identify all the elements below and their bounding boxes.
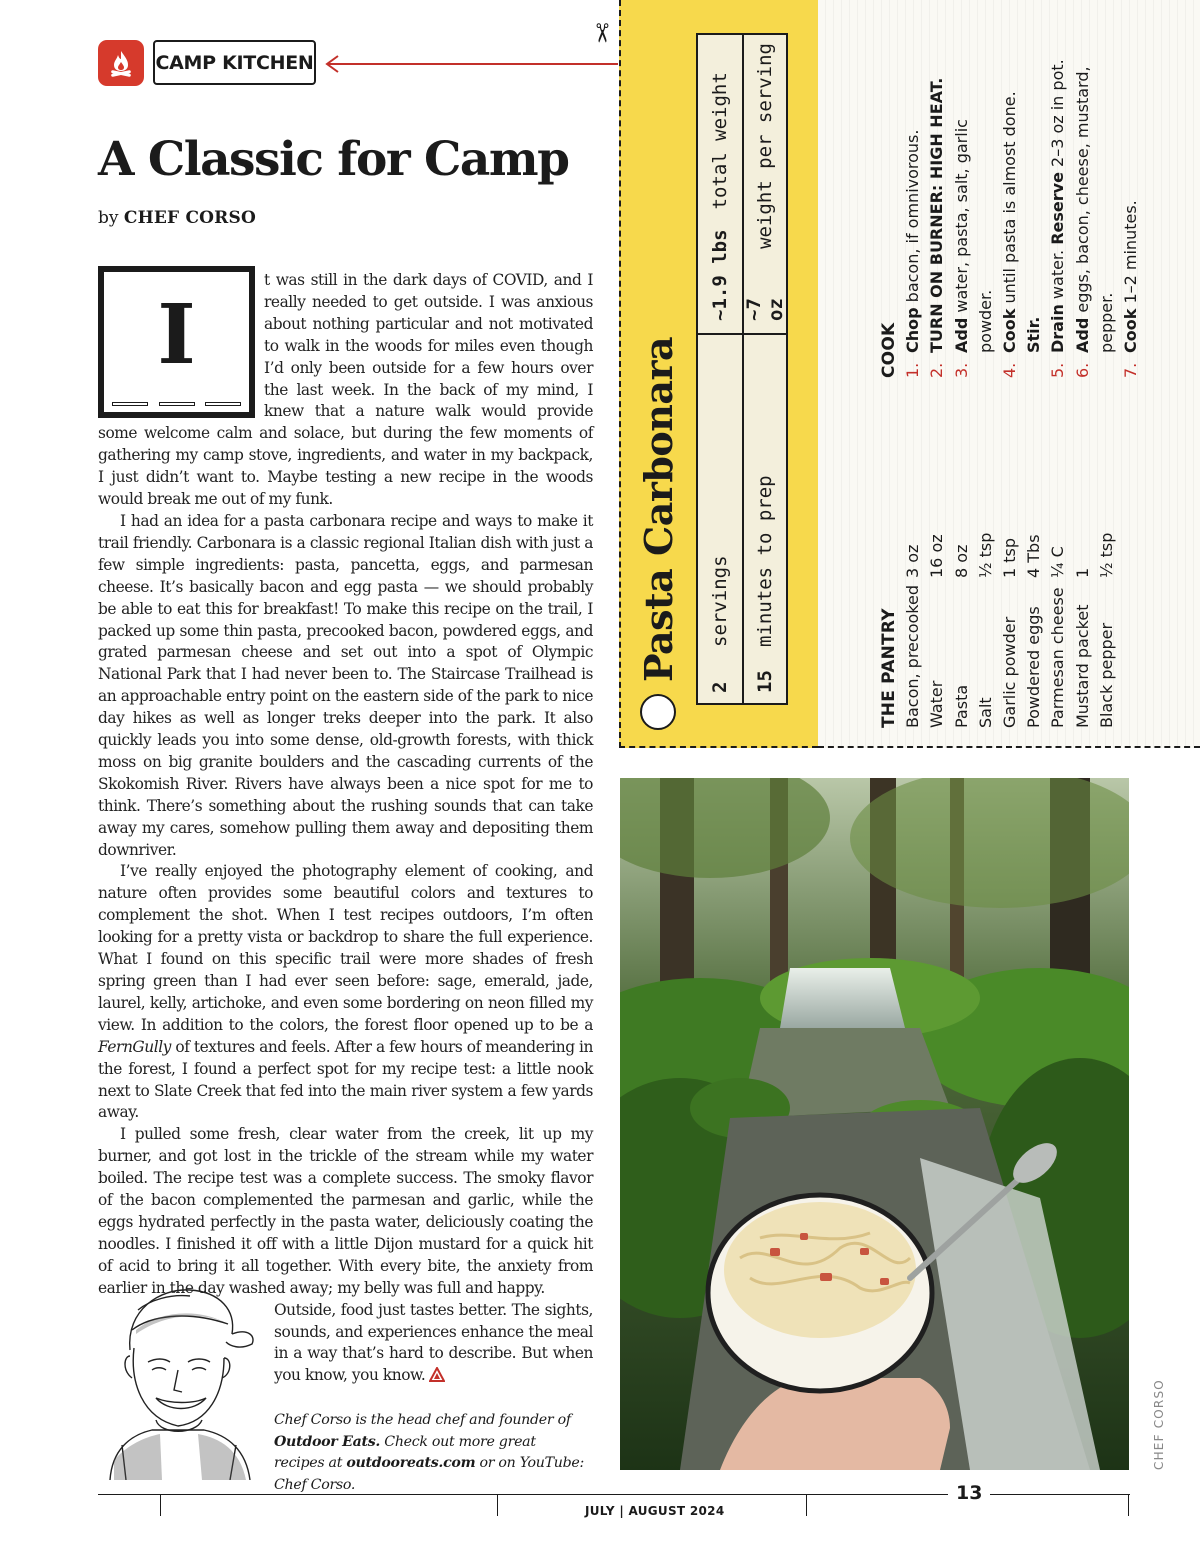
- photo-credit: CHEF CORSO: [1152, 1379, 1166, 1470]
- dropcap-letter: I: [157, 287, 196, 383]
- author-name: CHEF CORSO: [123, 208, 256, 228]
- cook-heading: COOK: [879, 322, 899, 378]
- pantry-item: Powdered eggs 4 Tbs: [1024, 534, 1044, 728]
- paragraph-4: I pulled some fresh, clear water from the creek, lit up my burner, and got lost in the trickle of the stream while my water boiled. The recipe test was a complete success. The smoky flavor of the bacon complemented the parmesan and garlic, while the eggs hydrated perfectly in the pasta water, deliciously coating the noodles. I finished it off with a little Dijon mustard for a quick hit of acid to bring it all together. With every bite, the anxiety from earlier in the day washed away; my belly was full and happy.: [98, 1125, 593, 1297]
- cook-step: 1. Chop bacon, if omnivorous.: [903, 129, 923, 378]
- total-weight-value: ~1.9 lbs: [709, 229, 731, 321]
- recipe-stats-table: [696, 33, 788, 705]
- brand-name: Outdoor Eats.: [274, 1433, 381, 1450]
- recipe-title-row: [628, 290, 688, 730]
- paragraph-2: I had an idea for a pasta carbonara recipe and ways to make it trail friendly. Carbonara is a classic regional Italian dish with just a few simple ingredients: pasta, pancetta, eggs, and parmesan cheese. It’s basically bacon and egg pasta — we should probably be able to eat this for breakfast! To make this recipe on the trail, I packed up some thin pasta, precooked bacon, powdered eggs, and grated parmesan cheese and set out into a spot of Olympic National Park that I had never been to. The Staircase Trailhead is an approachable entry point on the eastern side of the park to nice day hikes as well as longer treks deeper into the park. It also quickly leads you into some dense, old-growth forests, with thick moss on big granite boulders and the cascading currents of the Skokomish River. Rivers have always been a nice spot for me to think. There’s something about the rushing sounds that can take away my cares, somehow pulling them away and depositing them downriver.: [98, 511, 593, 859]
- section-label: CAMP KITCHEN: [153, 40, 316, 85]
- cook-step: 2. TURN ON BURNER: HIGH HEAT.: [927, 77, 947, 378]
- end-mark-icon: [429, 1367, 445, 1382]
- serving-weight-value: ~7 oz: [743, 298, 787, 321]
- serving-weight-label: weight per serving: [754, 43, 776, 249]
- author-bio: Chef Corso is the head chef and founder of Outdoor Eats. Check out more great recipes at outdooreats.com or on YouTube: Chef Corso.: [274, 1412, 584, 1493]
- issue-date: JULY | AUGUST 2024: [585, 1504, 725, 1518]
- pantry-item: Garlic powder 1 tsp: [1000, 537, 1020, 728]
- pantry-item: Bacon, precooked 3 oz: [903, 544, 923, 728]
- paragraph-1: t was still in the dark days of COVID, and I really needed to get outside. I was anxious about nothing particular and not motivated to walk in the woods for miles even though I’d only been outside for a few hours over the last week. In the back of my mind, I knew that a nature walk would provide some welcome calm and solace, but during the few moments of gathering my camp stove, ingredients, and water in my backpack, I just didn’t want to. Maybe testing a new recipe in the woods would break me out of my funk.: [98, 271, 593, 509]
- article-title: A Classic for Camp: [98, 132, 569, 187]
- cook-step: 6. Add eggs, bacon, cheese, mustard,: [1072, 66, 1092, 378]
- byline-prefix: by: [98, 208, 119, 228]
- stats-row: [742, 35, 786, 703]
- footer-tick: [1128, 1494, 1129, 1516]
- footer-tick: [497, 1494, 498, 1516]
- pantry-heading: THE PANTRY: [879, 608, 899, 728]
- author-portrait-illustration: [90, 1270, 266, 1480]
- scissors-icon: ✂: [585, 22, 616, 44]
- cook-step: pepper.: [1096, 292, 1116, 353]
- pantry-item: Pasta 8 oz: [951, 544, 971, 728]
- paragraph-3: I’ve really enjoyed the photography element of cooking, and nature often provides some beautiful colors and textures to complement the shot. When I test recipes outdoors, I’m often looking for a pretty vista or backdrop to share the full experience. What I found on this specific trail were more shades of fresh spring green than I had ever seen before: sage, emerald, jade, laurel, kelly, artichoke, and even some bordering on neon filled my view. In addition to the colors, the forest floor opened up to be a FernGully of textures and feels. After a few hours of meandering in the forest, I found a perfect spot for my recipe test: a little nook next to Slate Creek that fed into the main river system a few yards away.: [98, 862, 593, 1122]
- pantry-item: Parmesan cheese ¼ C: [1048, 546, 1068, 728]
- arrow-left-icon: [322, 52, 622, 76]
- cook-step: 7. Cook 1–2 minutes.: [1121, 200, 1141, 378]
- campfire-icon: [98, 40, 144, 86]
- page-number: 13: [948, 1482, 990, 1504]
- cook-step: 3. Add water, pasta, salt, garlic: [951, 119, 971, 378]
- cook-step: 5. Drain water. Reserve 2–3 oz in pot.: [1048, 59, 1068, 378]
- footer-tick: [160, 1494, 161, 1516]
- byline: [98, 208, 256, 228]
- pantry-list: [877, 468, 1119, 728]
- paragraph-5: Outside, food just tastes better. The sights, sounds, and experiences enhance the meal in a way that’s hard to describe. But when you know, you know.: [274, 1300, 593, 1385]
- pantry-item: Mustard packet 1: [1072, 567, 1092, 728]
- total-weight-label: total weight: [709, 72, 731, 210]
- cook-step: 4. Cook until pasta is almost done.: [1000, 91, 1020, 378]
- creek-photo: [620, 778, 1129, 1470]
- bullet-circle-icon: [640, 694, 676, 730]
- prep-time-value: 15: [754, 670, 776, 693]
- recipe-title: Pasta Carbonara: [635, 336, 681, 682]
- pantry-item: Black pepper ½ tsp: [1096, 532, 1116, 728]
- cook-step: powder.: [975, 289, 995, 353]
- servings-value: 2: [709, 681, 731, 693]
- website-link[interactable]: outdooreats.com: [346, 1455, 476, 1472]
- fern-gully-title: FernGully: [98, 1037, 171, 1056]
- pantry-item: Salt ½ tsp: [975, 532, 995, 728]
- prep-time-label: minutes to prep: [754, 475, 776, 647]
- pantry-item: Water 16 oz: [927, 534, 947, 728]
- servings-label: servings: [709, 555, 731, 647]
- cook-step: Stir.: [1024, 316, 1044, 353]
- cook-steps: [877, 23, 1143, 378]
- stats-row: [698, 35, 742, 703]
- footer-tick: [806, 1494, 807, 1516]
